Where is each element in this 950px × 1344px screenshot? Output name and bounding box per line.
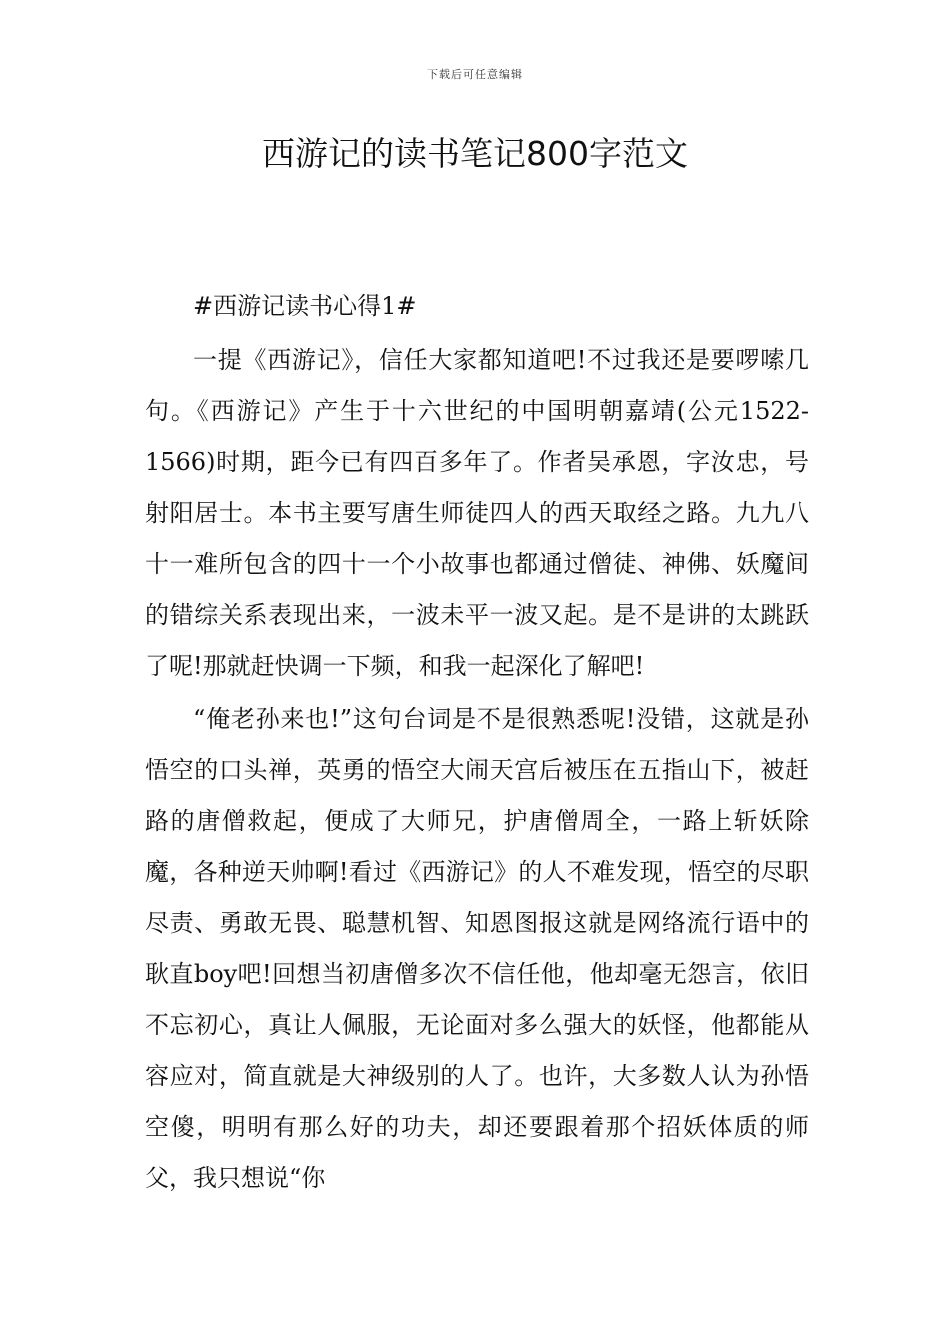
document-title: 西游记的读书笔记800字范文 [262, 134, 688, 173]
section-heading: #西游记读书心得1# [193, 292, 417, 320]
document-body [145, 281, 809, 1206]
header-note: 下载后可任意编辑 [427, 68, 523, 81]
paragraph-2: “俺老孙来也!”这句台词是不是很熟悉呢!没错，这就是孙悟空的口头禅，英勇的悟空大闹天宫后被压在五指山下，被赶路的唐僧救起，便成了大师兄，护唐僧周全，一路上斩妖除魔，各种逆天帅啊!看过《西游记》的人不难发现，悟空的尽职尽责、勇敢无畏、聪慧机智、知恩图报这就是网络流行语中的耿直boy吧!回想当初唐僧多次不信任他，他却毫无怨言，依旧不忘初心，真让人佩服，无论面对多么强大的妖怪，他都能从容应对，简直就是大神级别的人了。也许，大多数人认为孙悟空傻，明明有那么好的功夫，却还要跟着那个招妖体质的师父，我只想说“你 [145, 705, 809, 1192]
paragraph-1: 一提《西游记》，信任大家都知道吧!不过我还是要啰嗦几句。《西游记》产生于十六世纪的中国明朝嘉靖(公元1522-1566)时期，距今已有四百多年了。作者吴承恩，字汝忠，号射阳居士。本书主要写唐生师徒四人的西天取经之路。九九八十一难所包含的四十一个小故事也都通过僧徒、神佛、妖魔间的错综关系表现出来，一波未平一波又起。是不是讲的太跳跃了呢!那就赶快调一下频，和我一起深化了解吧! [145, 346, 809, 680]
